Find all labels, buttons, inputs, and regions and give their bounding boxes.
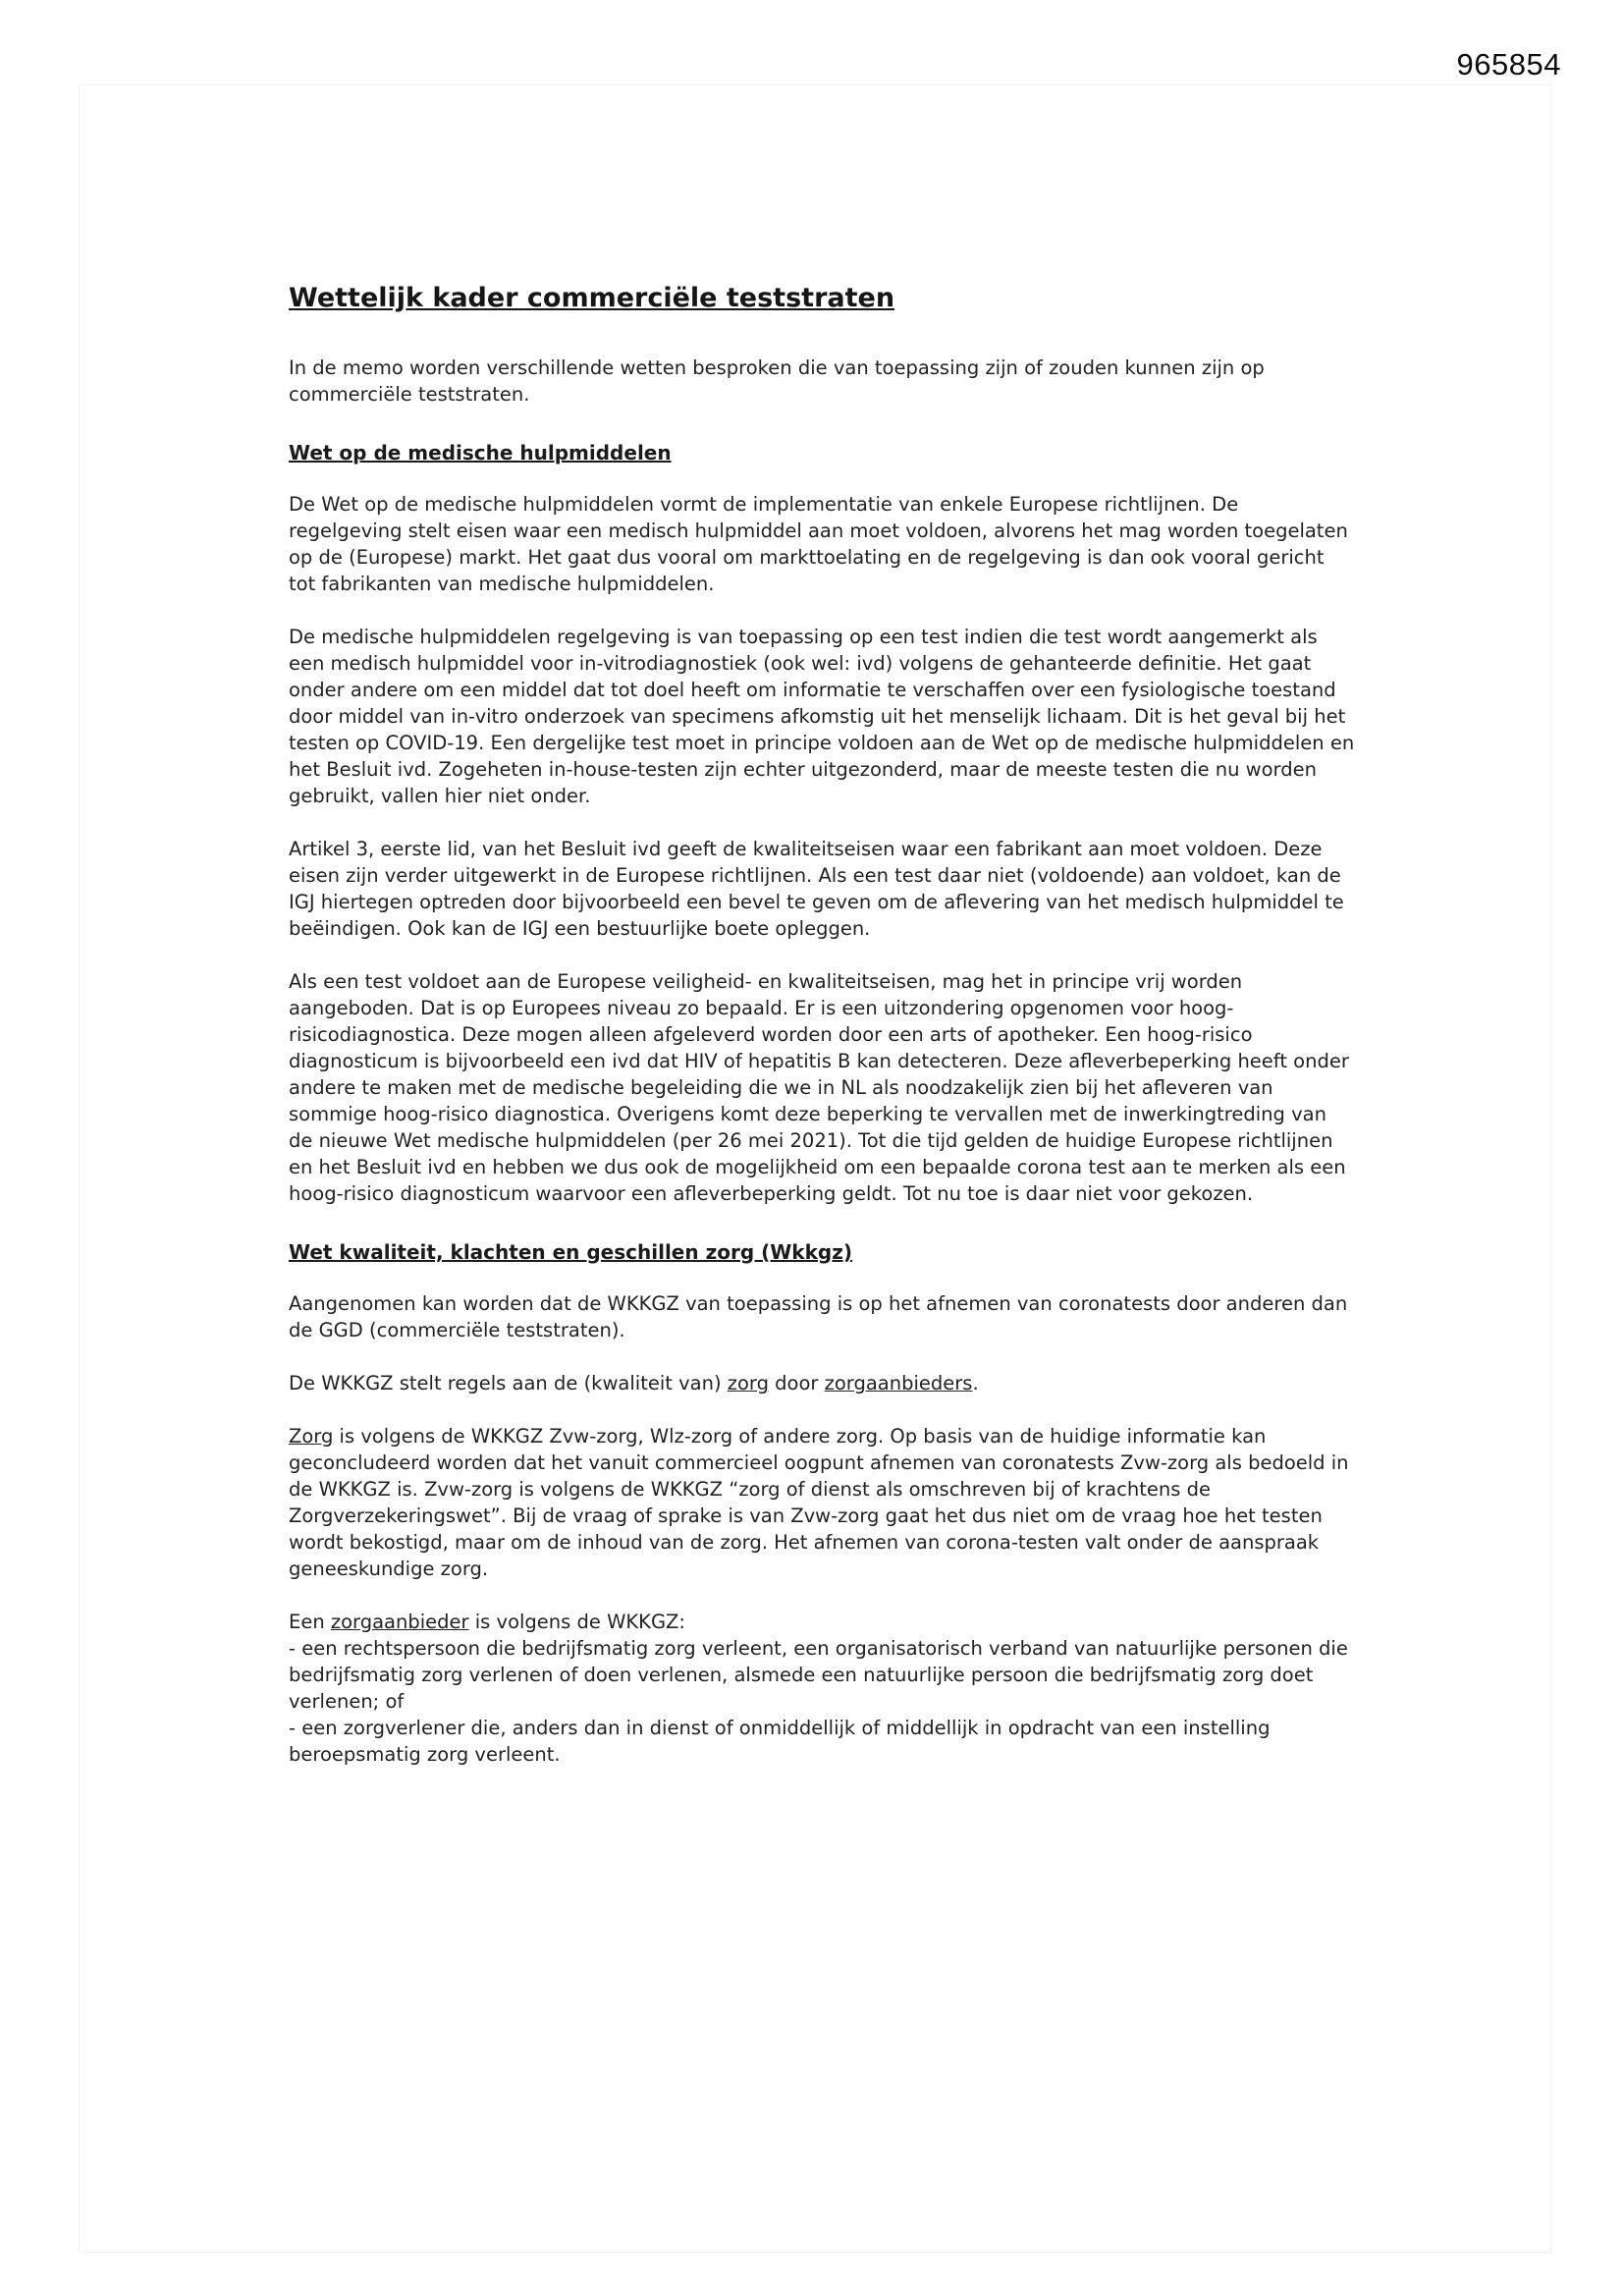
- section2-paragraph-3: [289, 1423, 1355, 1582]
- section1-paragraph-4: Als een test voldoet aan de Europese veiligheid- en kwaliteitseisen, mag het in principe vrij worden aangeboden. Dat is op Europees niveau zo bepaald. Er is een uitzondering opgenomen voor hoog-risicodiagnostica. Deze mogen alleen afgeleverd worden door een arts of apotheker. Een hoog-risico diagnosticum is bijvoorbeeld een ivd dat HIV of hepatitis B kan detecteren. Deze afleverbeperking heeft onder andere te maken met de medische begeleiding die we in NL als noodzakelijk zien bij het afleveren van sommige hoog-risico diagnostica. Overigens komt deze beperking te vervallen met de inwerkingtreding van de nieuwe Wet medische hulpmiddelen (per 26 mei 2021). Tot die tijd gelden de huidige Europese richtlijnen en het Besluit ivd en hebben we dus ook de mogelijkheid om een bepaalde corona test aan te merken als een hoog-risico diagnosticum waarvoor een afleverbeperking geldt. Tot nu toe is daar niet voor gekozen.: [289, 970, 1349, 1205]
- section1-paragraph-2: De medische hulpmiddelen regelgeving is van toepassing op een test indien die test wordt aangemerkt als een medisch hulpmiddel voor in-vitrodiagnostiek (ook wel: ivd) volgens de gehanteerde definitie. Het gaat onder andere om een middel dat tot doel heeft om informatie te verschaffen over een fysiologische toestand door middel van in-vitro onderzoek van specimens afkomstig uit het menselijk lichaam. Dit is het geval bij het testen op COVID-19. Een dergelijke test moet in principe voldoen aan de Wet op de medische hulpmiddelen en het Besluit ivd. Zogeheten in-house-testen zijn echter uitgezonderd, maar de meeste testen die nu worden gebruikt, vallen hier niet onder.: [289, 626, 1355, 807]
- section1-paragraph-1: De Wet op de medische hulpmiddelen vormt de implementatie van enkele Europese richtlijnen. De regelgeving stelt eisen waar een medisch hulpmiddel aan moet voldoen, alvorens het mag worden toegelaten op de (Europese) markt. Het gaat dus vooral om markttoelating en de regelgeving is dan ook vooral gericht tot fabrikanten van medische hulpmiddelen.: [289, 493, 1348, 595]
- heading-wet-medische-hulpmiddelen: Wet op de medische hulpmiddelen: [289, 441, 672, 465]
- doc-number: 965854: [1456, 47, 1561, 82]
- text-segment: door: [768, 1372, 825, 1394]
- underlined-term-zorg-lead: Zorg: [289, 1425, 334, 1448]
- text-segment: Een: [289, 1611, 331, 1633]
- underlined-term-zorgaanbieders: zorgaanbieders: [824, 1372, 973, 1394]
- section1-paragraph-3: Artikel 3, eerste lid, van het Besluit ivd geeft de kwaliteitseisen waar een fabrikant aan moet voldoen. Deze eisen zijn verder uitgewerkt in de Europese richtlijnen. Als een test daar niet (voldoende) aan voldoet, kan de IGJ hiertegen optreden door bijvoorbeeld een bevel te geven om de aflevering van het medisch hulpmiddel te beëindigen. Ook kan de IGJ een bestuurlijke boete opleggen.: [289, 838, 1344, 940]
- document-title: Wettelijk kader commerciële teststraten: [289, 283, 895, 313]
- underlined-term-zorg: zorg: [727, 1372, 769, 1394]
- text-segment: is volgens de WKKGZ Zvw-zorg, Wlz-zorg of andere zorg. Op basis van de huidige informatie kan geconcludeerd worden dat het vanuit commercieel oogpunt afnemen van coronatests Zvw-zorg als bedoeld in de WKKGZ is. Zvw-zorg is volgens de WKKGZ “zorg of dienst als omschreven bij of krachtens de Zorgverzekeringswet”. Bij de vraag of sprake is van Zvw-zorg gaat het dus niet om de vraag hoe het testen wordt bekostigd, maar om de inhoud van de zorg. Het afnemen van corona-testen valt onder de aanspraak geneeskundige zorg.: [289, 1425, 1349, 1580]
- document-content: [289, 283, 1355, 1794]
- definition-item-2: - een zorgverlener die, anders dan in dienst of onmiddellijk of middellijk in opdracht van een instelling beroepsmatig zorg verleent.: [289, 1717, 1271, 1766]
- section2-paragraph-4: [289, 1609, 1355, 1768]
- definition-item-1: - een rechtspersoon die bedrijfsmatig zorg verleent, een organisatorisch verband van natuurlijke personen die bedrijfsmatig zorg verlenen of doen verlenen, alsmede een natuurlijke persoon die bedrijfsmatig zorg doet verlenen; of: [289, 1637, 1348, 1713]
- underlined-term-zorgaanbieder: zorgaanbieder: [330, 1611, 469, 1633]
- section2-paragraph-1: Aangenomen kan worden dat de WKKGZ van toepassing is op het afnemen van coronatests door anderen dan de GGD (commerciële teststraten).: [289, 1292, 1348, 1341]
- text-segment: is volgens de WKKGZ:: [468, 1611, 685, 1633]
- text-segment: De WKKGZ stelt regels aan de (kwaliteit van): [289, 1372, 728, 1394]
- heading-wkkgz: Wet kwaliteit, klachten en geschillen zorg (Wkkgz): [289, 1240, 852, 1264]
- intro-paragraph: In de memo worden verschillende wetten besproken die van toepassing zijn of zouden kunnen zijn op commerciële teststraten.: [289, 356, 1265, 406]
- section2-paragraph-2: [289, 1370, 1355, 1396]
- text-segment: .: [972, 1372, 979, 1394]
